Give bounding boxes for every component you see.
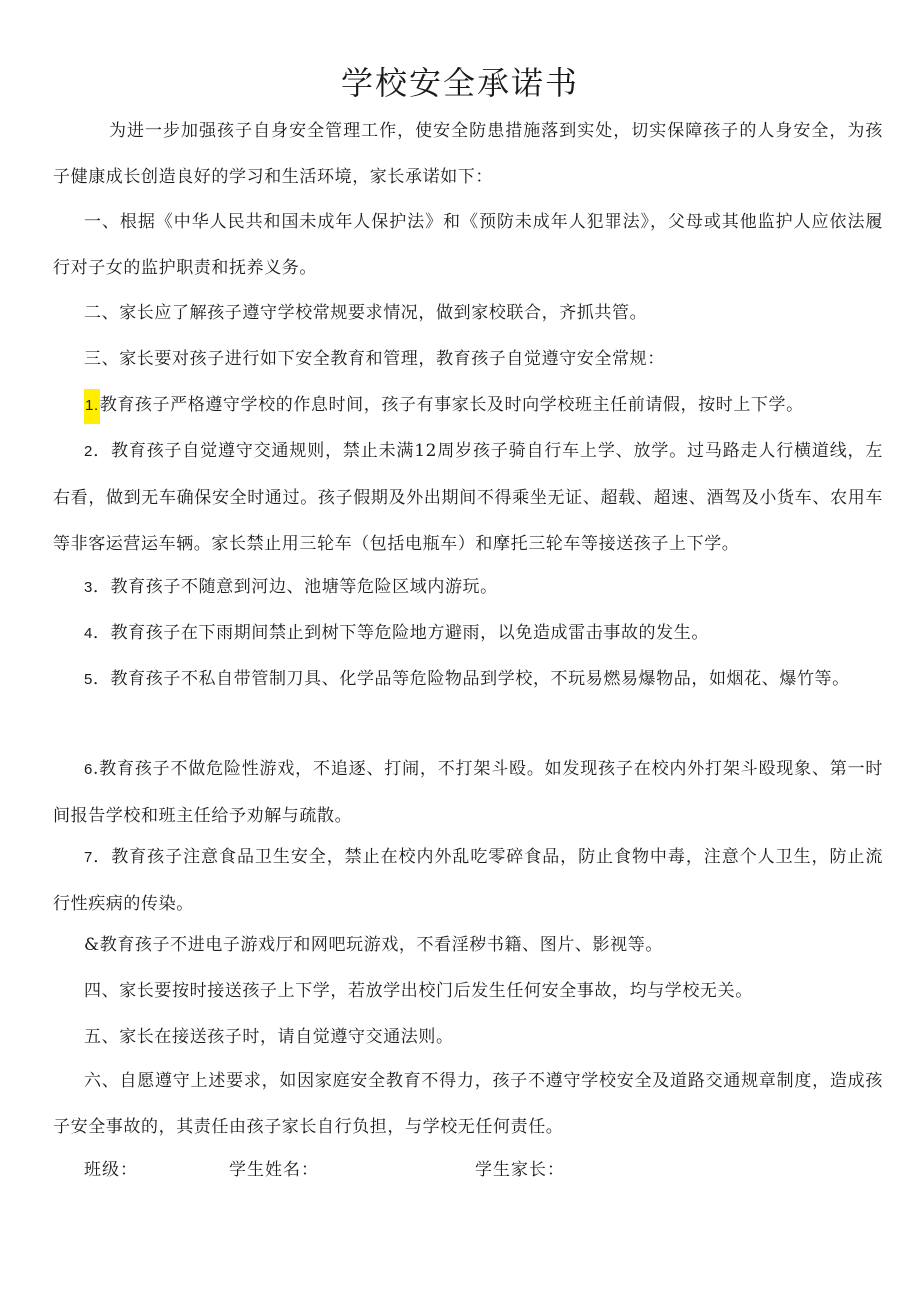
item-7-number: 7 [84, 849, 93, 866]
clause-4: 四、家长要按时接送孩子上下学，若放学出校门后发生任何安全事故，均与学校无关。 [84, 981, 753, 1001]
item-8 [53, 922, 883, 968]
item-8-text: &教育孩子不进电子游戏厅和网吧玩游戏，不看淫秽书籍、图片、影视等。 [84, 935, 663, 955]
item-5-text: ．教育孩子不私自带管制刀具、化学品等危险物品到学校，不玩易燃易爆物品，如烟花、爆竹等。 [92, 669, 850, 689]
item-5-number: 5 [84, 671, 93, 688]
clause-2: 二、家长应了解孩子遵守学校常规要求情况，做到家校联合，齐抓共管。 [84, 303, 648, 323]
parent-label: 学生家长： [475, 1160, 565, 1180]
item-1-text: 教育孩子严格遵守学校的作息时间，孩子有事家长及时向学校班主任前请假，按时上下学。 [99, 395, 804, 415]
intro-paragraph: 为进一步加强孩子自身安全管理工作，使安全防患措施落到实处，切实保障孩子的人身安全，为孩子健康成长创造良好的学习和生活环境，家长承诺如下： [53, 121, 883, 187]
item-4-text: ．教育孩子在下雨期间禁止到树下等危险地方避雨，以免造成雷击事故的发生。 [92, 623, 709, 643]
clause-6: 六、自愿遵守上述要求，如因家庭安全教育不得力，孩子不遵守学校安全及道路交通规章制度，造成孩子安全事故的，其责任由孩子家长自行负担，与学校无任何责任。 [53, 1071, 883, 1137]
item-7 [53, 834, 883, 927]
document-title: 学校安全承诺书 [340, 64, 579, 102]
item-4-number: 4 [84, 625, 93, 642]
item-3-text: ．教育孩子不随意到河边、池塘等危险区域内游玩。 [92, 577, 498, 597]
item-6-text: .教育孩子不做危险性游戏，不追逐、打闹，不打架斗殴。如发现孩子在校内外打架斗殴现象、第一时间报告学校和班主任给予劝解与疏散。 [53, 759, 883, 826]
student-name-label: 学生姓名： [229, 1160, 319, 1180]
item-1 [53, 382, 883, 429]
item-6-number: 6 [84, 761, 93, 778]
class-label: 班级： [84, 1160, 138, 1180]
clause-3: 三、家长要对孩子进行如下安全教育和管理，教育孩子自觉遵守安全常规： [84, 349, 665, 369]
clause-1: 一、根据《中华人民共和国未成年人保护法》和《预防未成年人犯罪法》，父母或其他监护人应依法履行对子女的监护职责和抚养义务。 [53, 212, 883, 278]
item-5 [53, 656, 883, 703]
item-2-number: 2 [84, 443, 93, 460]
item-6 [53, 746, 883, 839]
item-7-text: ．教育孩子注意食品卫生安全，禁止在校内外乱吃零碎食品，防止食物中毒，注意个人卫生，防止流行性疾病的传染。 [53, 847, 883, 914]
clause-5: 五、家长在接送孩子时，请自觉遵守交通法则。 [84, 1027, 454, 1047]
item-1-number: 1. [84, 389, 100, 424]
item-2 [53, 428, 883, 567]
item-2-text: ．教育孩子自觉遵守交通规则，禁止未满12周岁孩子骑自行车上学、放学。过马路走人行横道线，左右看，做到无车确保安全时通过。孩子假期及外出期间不得乘坐无证、超载、超速、酒驾及小货车、农用车等非客运营运车辆。家长禁止用三轮车（包括电瓶车）和摩托三轮车等接送孩子上下学。 [53, 441, 883, 554]
item-3-number: 3 [84, 579, 93, 596]
item-3 [53, 564, 883, 611]
item-4 [53, 610, 883, 657]
